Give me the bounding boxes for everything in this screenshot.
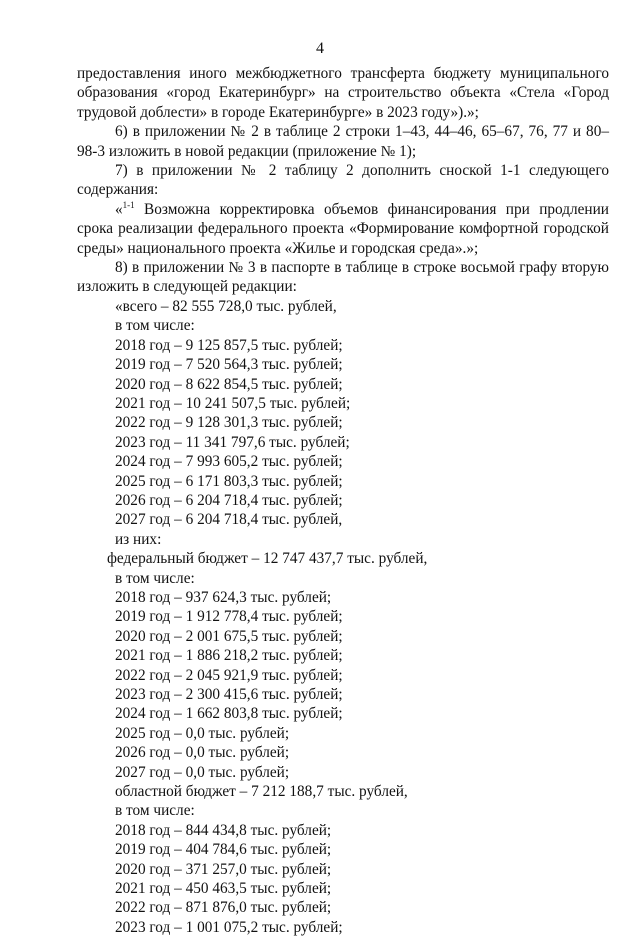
funding-line: 2021 год – 10 241 507,5 тыс. рублей; — [115, 394, 351, 412]
funding-line: 2019 год – 1 912 778,4 тыс. рублей; — [115, 608, 343, 626]
paragraph-item-8: 8) в приложении № 3 в паспорте в таблице в строке восьмой графу вторую изложить в следующей редакции: — [77, 259, 609, 296]
footnote-marker: 1-1 — [122, 199, 135, 210]
footnote-open-quote: « — [115, 200, 123, 218]
paragraph-item-7: 7) в приложении № 2 таблицу 2 дополнить сноской 1-1 следующего содержания: — [77, 162, 609, 199]
funding-line: 2026 год – 6 204 718,4 тыс. рублей; — [115, 491, 343, 509]
funding-line: 2020 год – 371 257,0 тыс. рублей; — [115, 860, 332, 878]
funding-line: 2020 год – 8 622 854,5 тыс. рублей; — [115, 375, 343, 393]
funding-line: 2019 год – 404 784,6 тыс. рублей; — [115, 841, 332, 859]
funding-line: 2023 год – 1 001 075,2 тыс. рублей; — [115, 918, 343, 936]
funding-line: в том числе: — [115, 802, 195, 820]
funding-line: 2018 год – 937 624,3 тыс. рублей; — [115, 588, 332, 606]
funding-line: 2021 год – 1 886 218,2 тыс. рублей; — [115, 647, 343, 665]
federal-budget-line: федеральный бюджет – 12 747 437,7 тыс. рублей, — [107, 550, 428, 568]
funding-line: 2027 год – 6 204 718,4 тыс. рублей, — [115, 511, 343, 529]
funding-line: 2025 год – 6 171 803,3 тыс. рублей; — [115, 472, 343, 490]
funding-line: 2022 год – 9 128 301,3 тыс. рублей; — [115, 414, 343, 432]
regional-budget-line: областной бюджет – 7 212 188,7 тыс. рублей, — [115, 783, 408, 801]
document-body — [77, 64, 609, 937]
funding-list — [77, 297, 609, 937]
footnote-paragraph — [77, 200, 609, 258]
funding-line: 2018 год – 9 125 857,5 тыс. рублей; — [115, 336, 343, 354]
funding-line: 2018 год – 844 434,8 тыс. рублей; — [115, 821, 332, 839]
footnote-text: Возможна корректировка объемов финансирования при продлении срока реализации федерального проекта «Формирование комфортной городской среды» национального проекта «Жилье и городская среда».»; — [77, 200, 609, 257]
funding-line: из них: — [115, 530, 162, 548]
funding-line: 2024 год – 7 993 605,2 тыс. рублей; — [115, 453, 343, 471]
page-number: 4 — [316, 40, 324, 57]
funding-line: 2026 год – 0,0 тыс. рублей; — [115, 744, 290, 762]
paragraph-continuation: предоставления иного межбюджетного трансферта бюджету муниципального образования «город Екатеринбург» на строительство объекта «Стела «Город трудовой доблести» в городе Екатеринбурге» в 2023 году»).»; — [77, 65, 609, 121]
funding-line: в том числе: — [115, 569, 195, 587]
funding-line: 2019 год – 7 520 564,3 тыс. рублей; — [115, 356, 343, 374]
funding-line: 2025 год – 0,0 тыс. рублей; — [115, 724, 290, 742]
funding-line: 2027 год – 0,0 тыс. рублей; — [115, 763, 290, 781]
funding-line: 2022 год – 2 045 921,9 тыс. рублей; — [115, 666, 343, 684]
funding-line: 2023 год – 2 300 415,6 тыс. рублей; — [115, 686, 343, 703]
funding-line: 2023 год – 11 341 797,6 тыс. рублей; — [115, 433, 350, 451]
funding-line: 2020 год – 2 001 675,5 тыс. рублей; — [115, 627, 343, 645]
funding-total-line: «всего – 82 555 728,0 тыс. рублей, — [115, 297, 337, 315]
paragraph-item-6: 6) в приложении № 2 в таблице 2 строки 1–43, 44–46, 65–67, 76, 77 и 80–98-3 изложить в новой редакции (приложение № 1); — [77, 123, 609, 160]
funding-line: 2024 год – 1 662 803,8 тыс. рублей; — [115, 705, 343, 723]
funding-line: 2022 год – 871 876,0 тыс. рублей; — [115, 899, 332, 917]
funding-line: в том числе: — [115, 317, 195, 335]
funding-line: 2021 год – 450 463,5 тыс. рублей; — [115, 880, 332, 898]
